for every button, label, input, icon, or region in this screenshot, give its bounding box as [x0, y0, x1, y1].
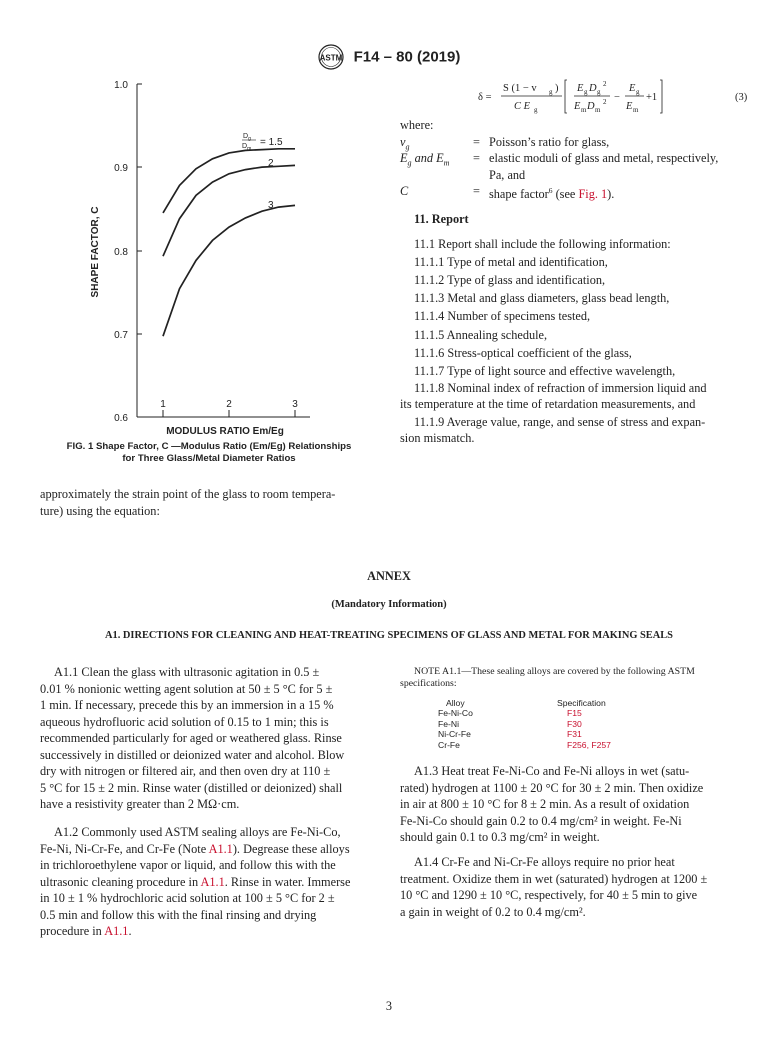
svg-text:S (1 − v: S (1 − v: [503, 83, 537, 94]
def-symbol: $E_g$ and $E_m$: [400, 151, 450, 168]
note-a1-1: NOTE A1.1—These sealing alloys are covered by the following ASTM specifications:: [400, 666, 695, 689]
section-heading: 11. Report: [414, 212, 469, 226]
spec-link[interactable]: F31: [567, 729, 582, 740]
curve-label-fraction-num: $D_g$: [243, 133, 251, 142]
annex-title: ANNEX: [367, 569, 411, 583]
y-tick-label: 1.0: [114, 80, 128, 91]
paragraph-a1-4: A1.4 Cr-Fe and Ni-Cr-Fe alloys require no prior heat treatment. Oxidize them in wet (saturated) hydrogen at 1200 ± 10 °C and 1290 ± 10 °C, respectively, for 40 ± 5 min to give a gain in weight of 0.2 to 0.4 mg/cm².: [400, 855, 708, 919]
note-a1-1-link[interactable]: A1.1: [208, 841, 233, 856]
report-item: 11.1 Report shall include the following information:: [414, 236, 671, 251]
report-item: 11.1.4 Number of specimens tested,: [414, 309, 591, 324]
alloy-specification-table: [438, 698, 658, 750]
report-item: 11.1.2 Type of glass and identification,: [414, 272, 606, 287]
x-tick-label: 3: [292, 399, 298, 410]
section-a1-1-link[interactable]: A1.1: [200, 874, 225, 889]
paragraph-a1-1: A1.1 Clean the glass with ultrasonic agitation in 0.5 ± 0.01 % nonionic wetting agent solution at 50 ± 5 °C for 5 ± 1 min. If necessary, precede this by an immersion in a 15 % aqueous hydrofluoric acid solution of 0.15 to 1 min; this is recommended particularly for aged or weathered glass. Rinse successively in distilled or deionized water and alcohol. Blow dry with nitrogen or filtered air, and then oven dry at 110 ± 5 °C for 15 ± 2 min. Rinse water (distilled or deionized) shall have a resistivity greater than 2 MΩ·cm.: [40, 665, 345, 811]
table-row: Fe-Ni F30: [438, 718, 582, 729]
y-tick-label: 0.8: [114, 247, 128, 258]
page-header: [0, 44, 778, 70]
svg-text:δ =: δ =: [478, 92, 492, 103]
footnote-ref[interactable]: 6: [548, 186, 553, 195]
def-text: elastic moduli of glass and metal, respectively,: [489, 151, 719, 165]
svg-text:E: E: [629, 83, 636, 94]
page-number: 3: [385, 999, 393, 1013]
report-item: 11.1.7 Type of light source and effective wavelength,: [414, 363, 676, 378]
astm-logo-icon: [318, 44, 344, 70]
svg-text:E: E: [577, 83, 584, 94]
equation-definitions: where: $v_g$ = Poisson’s ratio for glass, $E_g$ and $E_m$ = elastic moduli of glass and metal, respectively, Pa, and C = shape factor$^6$ (see Fig. 1).: [400, 117, 740, 200]
curve-label-3: 3: [268, 200, 274, 211]
svg-text:m: m: [581, 106, 587, 114]
svg-text:2: 2: [603, 80, 607, 88]
y-tick-label: 0.7: [114, 330, 128, 341]
def-text: Pa, and: [489, 167, 526, 182]
table-row: Cr-Fe F256, F257: [438, 739, 611, 750]
paragraph-a1-2: A1.2 Commonly used ASTM sealing alloys are Fe-Ni-Co, Fe-Ni, Ni-Cr-Fe, and Cr-Fe (Note A1.1). Degrease these alloys in trichloroethylene vapor or liquid, and follow this with the ultrasonic cleaning procedure in A1.1. Rinse in water. Immerse in 10 ± 1 % hydrochloric acid solution at 100 ± 5 °C for 2 ± 0.5 min and follow this with the final rinsing and drying procedure in A1.1.: [40, 825, 351, 938]
y-tick-label: 0.9: [114, 163, 128, 174]
curve-dg-dm-2: [163, 165, 295, 256]
report-item: 11.1.3 Metal and glass diameters, glass bead length,: [414, 291, 670, 306]
spec-link[interactable]: F30: [567, 718, 582, 729]
svg-text:g: g: [584, 88, 588, 96]
spec-link[interactable]: F256, F257: [567, 739, 611, 750]
x-tick-label: 2: [226, 399, 232, 410]
y-tick-label: 0.6: [114, 413, 128, 424]
document-designation: F14 – 80 (2019): [353, 48, 461, 66]
curve-label-fraction-den: $D_m$: [242, 143, 252, 152]
figure-caption-line-1: FIG. 1 Shape Factor, C —Modulus Ratio (Em/Eg) Relationships: [66, 441, 352, 452]
annex-subtitle: (Mandatory Information): [331, 599, 447, 610]
curve-label-2: 2: [268, 158, 274, 169]
svg-text:C E: C E: [514, 101, 531, 112]
x-tick-label: 1: [160, 399, 166, 410]
figure-1-chart: [80, 74, 380, 444]
x-axis-label: MODULUS RATIO Em/Eg: [166, 426, 284, 437]
svg-text:m: m: [595, 106, 601, 114]
svg-text:g: g: [597, 88, 601, 96]
equation-3: [470, 76, 760, 116]
report-item: 11.1.6 Stress-optical coefficient of the glass,: [414, 345, 632, 360]
equation-number: (3): [735, 92, 748, 103]
svg-text:E: E: [574, 101, 581, 112]
svg-text:): ): [555, 83, 559, 94]
report-items: [400, 235, 740, 381]
def-text: shape factor: [489, 187, 549, 202]
report-item: 11.1.5 Annealing schedule,: [414, 327, 548, 342]
curve-dg-dm-3: [163, 205, 295, 336]
figure-caption: [40, 441, 378, 465]
svg-text:g: g: [549, 88, 553, 96]
curve-dg-dm-1-5: [163, 149, 295, 213]
svg-text:m: m: [633, 106, 639, 114]
svg-text:g: g: [534, 106, 538, 114]
svg-text:+1: +1: [646, 92, 658, 103]
svg-text:ASTM: ASTM: [319, 53, 342, 63]
curve-label-1: = 1.5: [260, 137, 283, 148]
where-label: where:: [400, 118, 434, 132]
report-item: 11.1.8 Nominal index of refraction of immersion liquid and its temperature at the time of retardation measurements, and 11.1.9 Average value, range, and sense of stress and expan- sion mismatch.: [400, 381, 707, 446]
table-row: Fe-Ni-Co F15: [438, 708, 582, 719]
section-a1-1-link[interactable]: A1.1: [104, 924, 129, 938]
strain-point-paragraph: approximately the strain point of the glass to room tempera- ture) using the equation:: [40, 487, 336, 518]
def-text: Poisson’s ratio for glass,: [489, 134, 610, 149]
table-header: Alloy Specification: [446, 698, 606, 708]
report-item: 11.1.1 Type of metal and identification,: [414, 254, 608, 269]
table-row: Ni-Cr-Fe F31: [438, 729, 582, 740]
spec-link[interactable]: F15: [567, 708, 582, 719]
figure-caption-line-2: for Three Glass/Metal Diameter Ratios: [122, 453, 296, 464]
y-axis-label: SHAPE FACTOR, C: [90, 206, 101, 298]
paragraph-a1-3: A1.3 Heat treat Fe-Ni-Co and Fe-Ni alloys in wet (satu- rated) hydrogen at 1100 ± 20 °C for 30 ± 2 min. Then oxidize in air at 800 ± 10 °C for 8 ± 2 min. As a result of oxidation Fe-Ni-Co should gain 0.2 to 0.4 mg/cm² in weight. Fe-Ni should gain 0.1 to 0.3 mg/cm² in weight.: [400, 764, 704, 844]
svg-text:D: D: [587, 101, 595, 112]
svg-text:D: D: [589, 83, 597, 94]
def-symbol: $v_g$: [400, 134, 410, 151]
y-ticks: [137, 84, 142, 334]
svg-text:2: 2: [603, 98, 607, 106]
def-symbol: C: [400, 184, 409, 198]
report-section: [400, 211, 740, 446]
annex-section-heading: A1. DIRECTIONS FOR CLEANING AND HEAT-TREATING SPECIMENS OF GLASS AND METAL FOR MAKING SEALS: [105, 630, 673, 641]
svg-text:−: −: [614, 92, 620, 103]
x-ticks: [163, 410, 295, 417]
fig-1-link[interactable]: Fig. 1: [578, 187, 608, 202]
svg-text:E: E: [626, 101, 633, 112]
svg-text:g: g: [636, 88, 640, 96]
